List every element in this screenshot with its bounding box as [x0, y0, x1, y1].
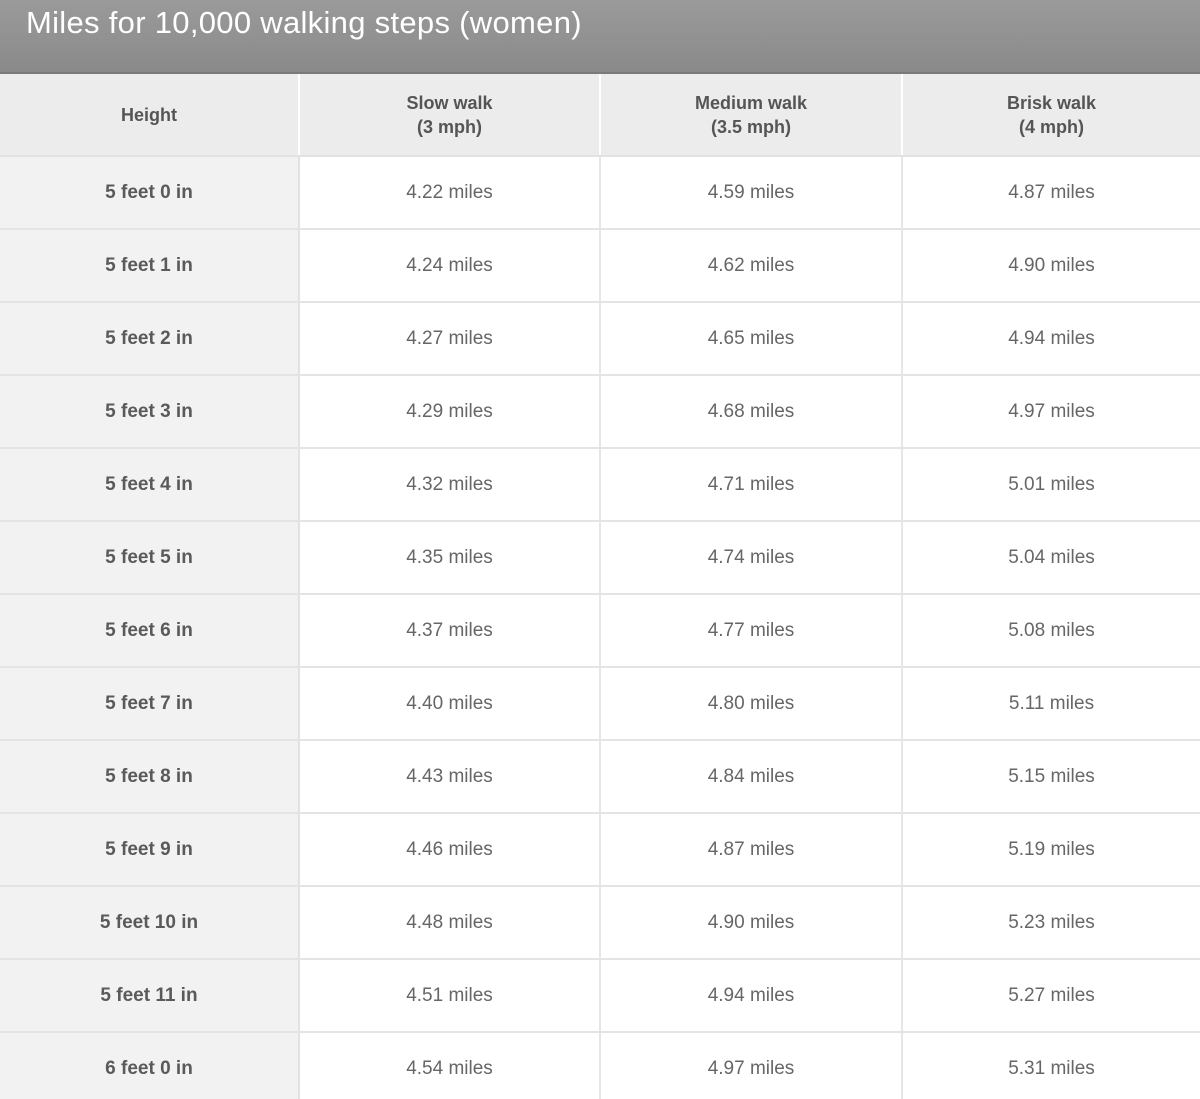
header-row — [0, 74, 1200, 156]
slow-walk-cell: 4.46 miles — [299, 813, 600, 886]
height-cell: 6 feet 0 in — [0, 1032, 299, 1099]
column-header-slow-walk — [299, 74, 600, 156]
brisk-walk-cell: 5.23 miles — [902, 886, 1200, 959]
slow-walk-cell: 4.37 miles — [299, 594, 600, 667]
column-header-medium-walk — [600, 74, 902, 156]
medium-walk-cell: 4.71 miles — [600, 448, 902, 521]
slow-walk-cell: 4.48 miles — [299, 886, 600, 959]
slow-walk-cell: 4.54 miles — [299, 1032, 600, 1099]
medium-walk-cell: 4.90 miles — [600, 886, 902, 959]
brisk-walk-cell: 5.04 miles — [902, 521, 1200, 594]
column-header-speed: (3.5 mph) — [710, 116, 791, 137]
brisk-walk-cell: 5.31 miles — [902, 1032, 1200, 1099]
medium-walk-cell: 4.62 miles — [600, 229, 902, 302]
brisk-walk-cell: 4.90 miles — [902, 229, 1200, 302]
table-row — [0, 229, 1200, 302]
brisk-walk-cell: 5.27 miles — [902, 959, 1200, 1032]
column-header-line: Slow walk — [406, 92, 493, 113]
medium-walk-cell: 4.80 miles — [600, 667, 902, 740]
brisk-walk-cell: 5.19 miles — [902, 813, 1200, 886]
brisk-walk-cell: 5.08 miles — [902, 594, 1200, 667]
table-row — [0, 375, 1200, 448]
height-cell: 5 feet 5 in — [0, 521, 299, 594]
table-row — [0, 594, 1200, 667]
height-cell: 5 feet 2 in — [0, 302, 299, 375]
slow-walk-cell: 4.24 miles — [299, 229, 600, 302]
height-cell: 5 feet 7 in — [0, 667, 299, 740]
table-row — [0, 740, 1200, 813]
brisk-walk-cell: 5.01 miles — [902, 448, 1200, 521]
height-cell: 5 feet 0 in — [0, 156, 299, 229]
column-header-speed: (4 mph) — [1019, 116, 1084, 137]
walking-distance-table — [0, 74, 1200, 1099]
medium-walk-cell: 4.94 miles — [600, 959, 902, 1032]
height-cell: 5 feet 10 in — [0, 886, 299, 959]
slow-walk-cell: 4.51 miles — [299, 959, 600, 1032]
height-cell: 5 feet 1 in — [0, 229, 299, 302]
medium-walk-cell: 4.74 miles — [600, 521, 902, 594]
table-row — [0, 1032, 1200, 1099]
medium-walk-cell: 4.84 miles — [600, 740, 902, 813]
brisk-walk-cell: 4.97 miles — [902, 375, 1200, 448]
table-row — [0, 448, 1200, 521]
table-row — [0, 886, 1200, 959]
medium-walk-cell: 4.59 miles — [600, 156, 902, 229]
medium-walk-cell: 4.97 miles — [600, 1032, 902, 1099]
column-header-speed: (3 mph) — [417, 116, 482, 137]
slow-walk-cell: 4.27 miles — [299, 302, 600, 375]
medium-walk-cell: 4.87 miles — [600, 813, 902, 886]
column-header-line: Medium walk — [694, 92, 808, 113]
slow-walk-cell: 4.32 miles — [299, 448, 600, 521]
height-cell: 5 feet 9 in — [0, 813, 299, 886]
slow-walk-cell: 4.22 miles — [299, 156, 600, 229]
table-row — [0, 302, 1200, 375]
slow-walk-cell: 4.40 miles — [299, 667, 600, 740]
brisk-walk-cell: 4.87 miles — [902, 156, 1200, 229]
height-cell: 5 feet 11 in — [0, 959, 299, 1032]
slow-walk-cell: 4.43 miles — [299, 740, 600, 813]
column-header-line: Brisk walk — [1006, 92, 1097, 113]
table-row — [0, 667, 1200, 740]
table-title: Miles for 10,000 walking steps (women) — [26, 5, 582, 40]
table-row — [0, 156, 1200, 229]
height-cell: 5 feet 6 in — [0, 594, 299, 667]
height-cell: 5 feet 3 in — [0, 375, 299, 448]
height-cell: 5 feet 8 in — [0, 740, 299, 813]
brisk-walk-cell: 5.11 miles — [902, 667, 1200, 740]
height-cell: 5 feet 4 in — [0, 448, 299, 521]
medium-walk-cell: 4.68 miles — [600, 375, 902, 448]
brisk-walk-cell: 5.15 miles — [902, 740, 1200, 813]
table-row — [0, 521, 1200, 594]
table-row — [0, 959, 1200, 1032]
column-header-brisk-walk — [902, 74, 1200, 156]
slow-walk-cell: 4.29 miles — [299, 375, 600, 448]
medium-walk-cell: 4.77 miles — [600, 594, 902, 667]
brisk-walk-cell: 4.94 miles — [902, 302, 1200, 375]
column-header-line: Height — [121, 104, 177, 125]
table-row — [0, 813, 1200, 886]
title-bar — [0, 0, 1200, 74]
slow-walk-cell: 4.35 miles — [299, 521, 600, 594]
column-header-height — [0, 74, 299, 156]
medium-walk-cell: 4.65 miles — [600, 302, 902, 375]
